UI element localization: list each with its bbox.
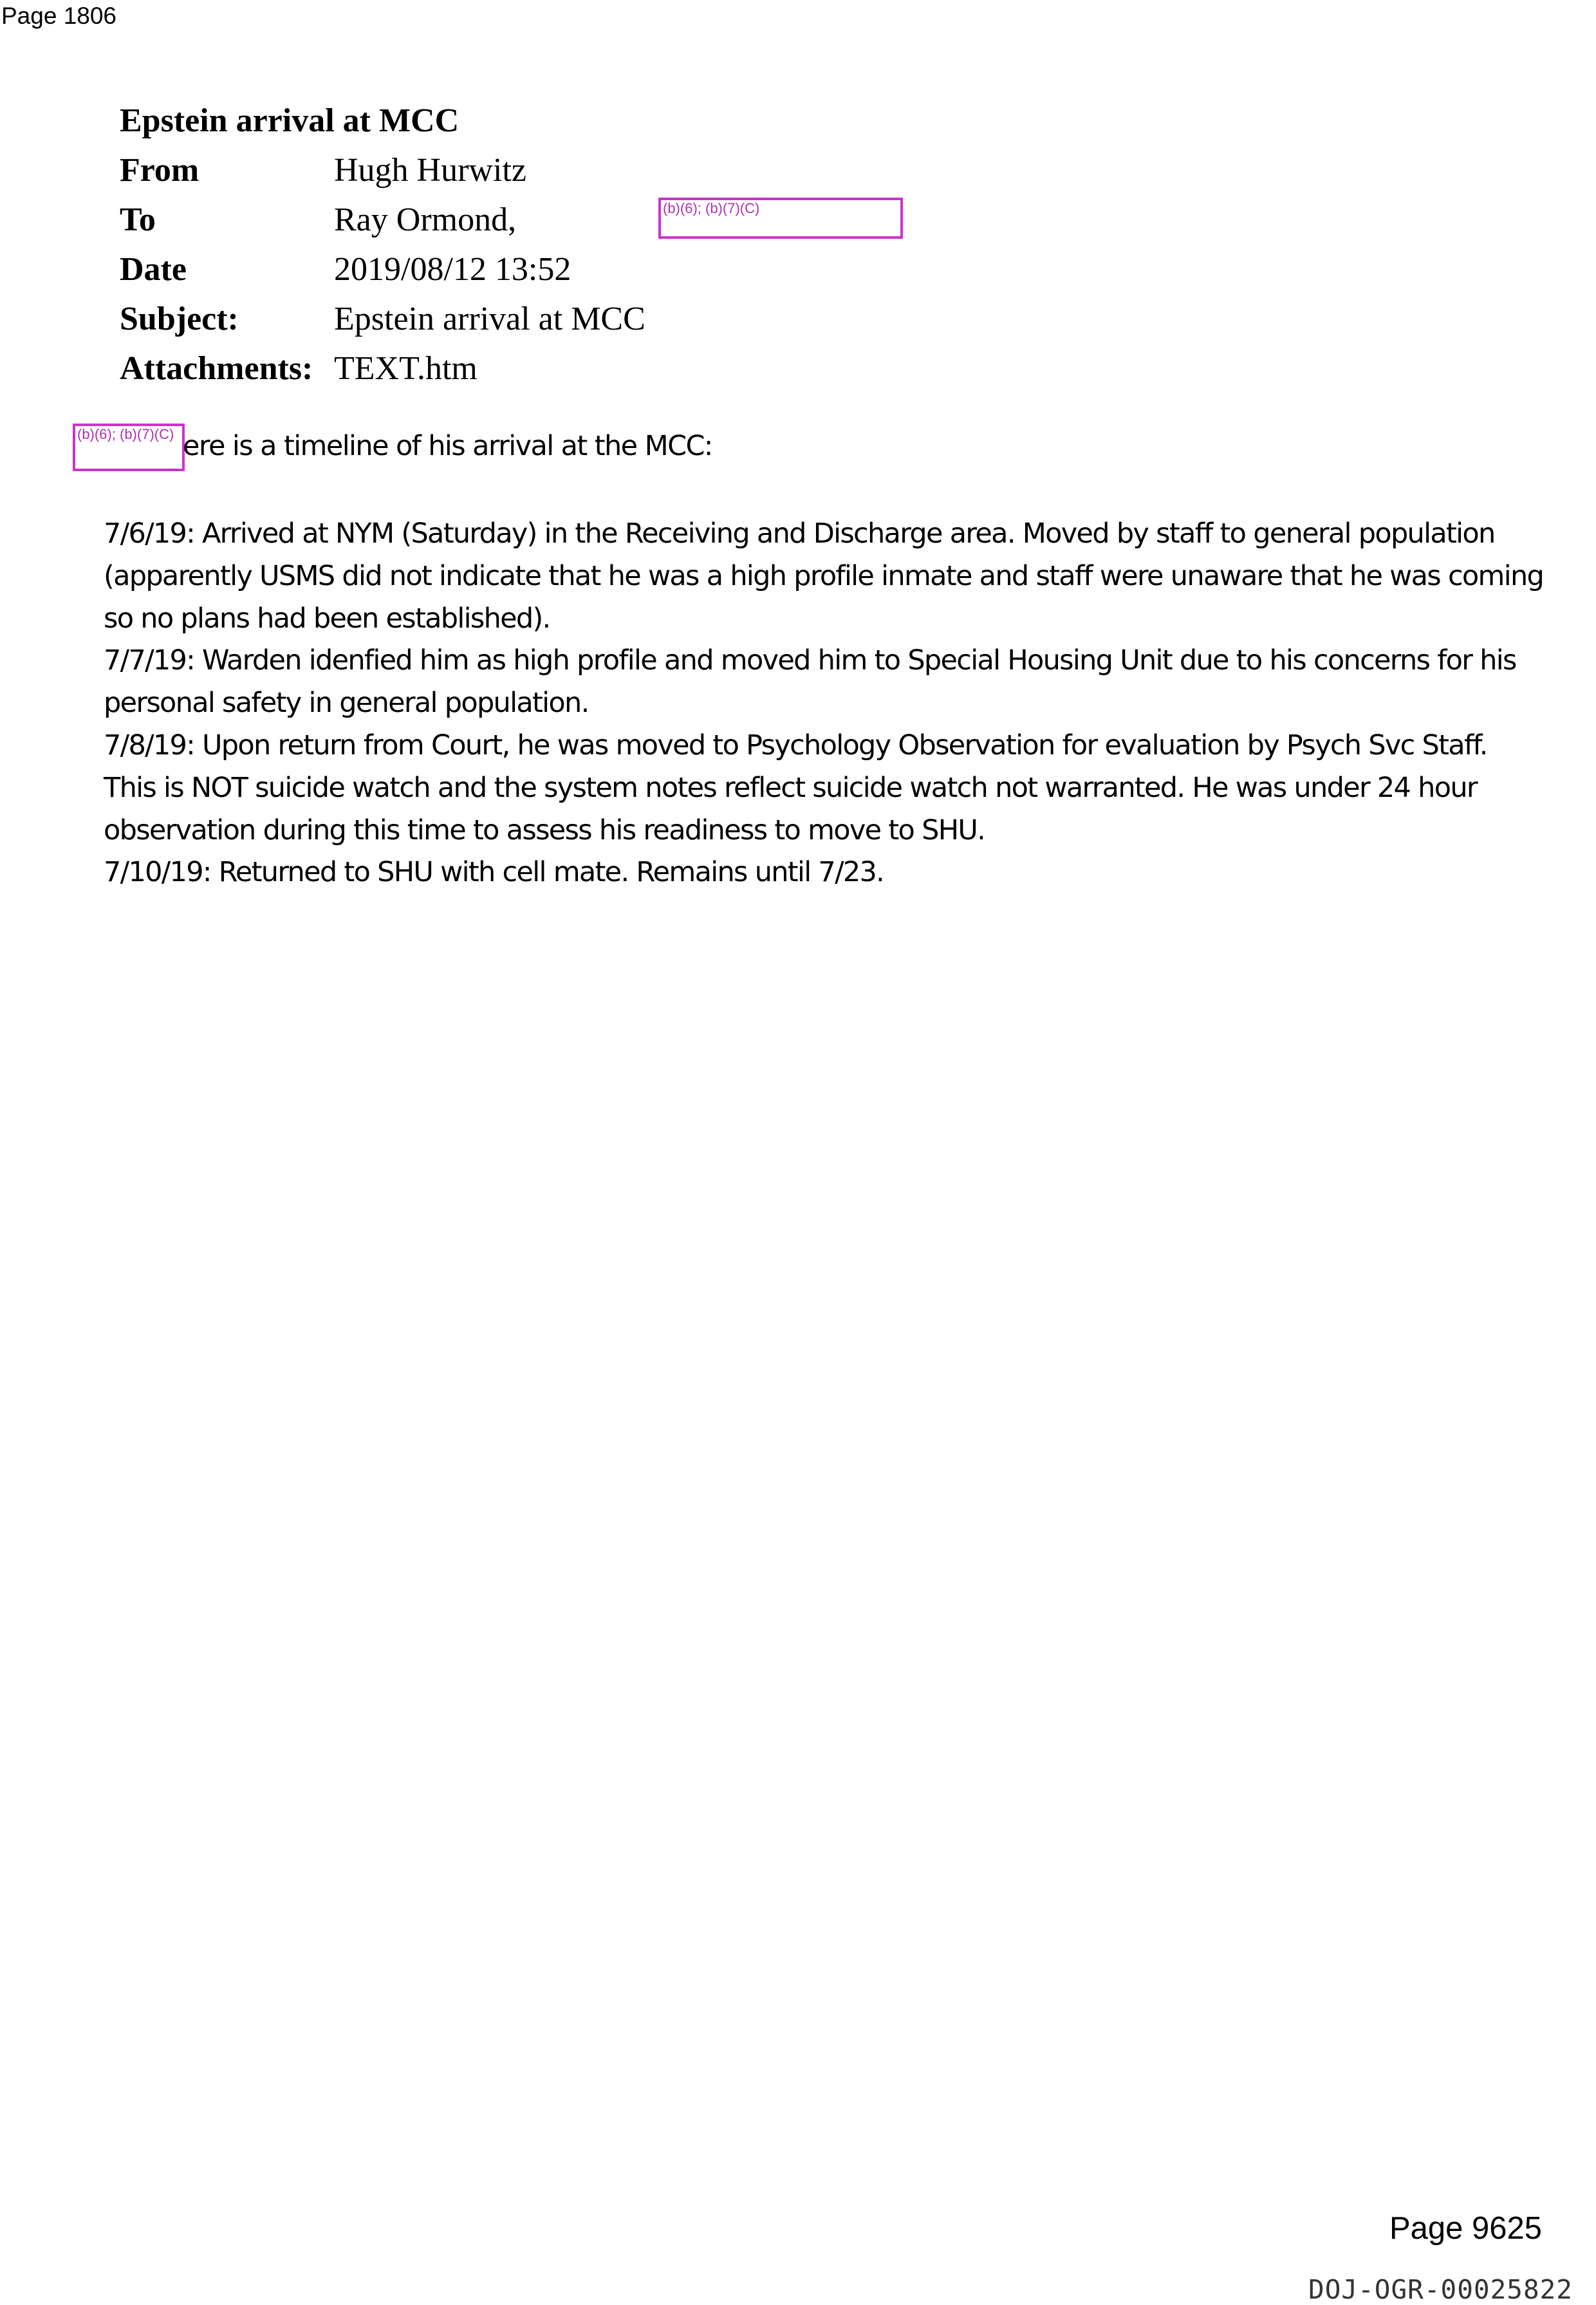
page-label: Page 1806 — [1, 3, 117, 29]
to-row — [120, 200, 517, 249]
intro-text: ere is a timeline of his arrival at the MCC: — [183, 430, 712, 462]
email-title: Epstein arrival at MCC — [120, 102, 459, 139]
redaction-code-to: (b)(6); (b)(7)(C) — [663, 200, 760, 216]
attachments-value: TEXT.htm — [334, 350, 478, 387]
date-label: Date — [120, 251, 187, 288]
timeline-entry: 7/8/19: Upon return from Court, he was moved to Psychology Observation for evaluation by Psych Svc Staff. This is NOT suicide watch and the system notes reflect suicide watch not warranted. He was under 24 hour observation during this time to assess his readiness to move to SHU. — [104, 729, 1487, 846]
timeline-entry: 7/7/19: Warden idenfied him as high profile and moved him to Special Housing Unit due to his concerns for his personal safety in general population. — [104, 644, 1516, 720]
email-header — [120, 100, 760, 398]
subject-label: Subject: — [120, 301, 239, 337]
from-row — [120, 150, 526, 200]
date-value: 2019/08/12 13:52 — [334, 251, 571, 288]
subject-value: Epstein arrival at MCC — [334, 301, 645, 337]
attachments-row — [120, 348, 478, 398]
timeline-entry: 7/10/19: Returned to SHU with cell mate. Remains until 7/23. — [104, 856, 884, 889]
to-label: To — [120, 201, 156, 238]
date-row — [120, 249, 571, 299]
redaction-code-intro: (b)(6); (b)(7)(C) — [77, 426, 174, 442]
to-value: Ray Ormond, — [334, 201, 517, 238]
redaction-box-to — [658, 198, 903, 239]
redaction-box-intro — [73, 424, 185, 471]
attachments-label: Attachments: — [120, 350, 313, 387]
from-label: From — [120, 152, 200, 189]
subject-row — [120, 299, 645, 348]
bates-number: DOJ-OGR-00025822 — [1308, 2274, 1573, 2305]
timeline-entry: 7/6/19: Arrived at NYM (Saturday) in the Receiving and Discharge area. Moved by staff to general population (apparently USMS did not indicate that he was a high profile inmate and staff were unaware that he was coming so no plans had been established). — [104, 518, 1544, 635]
footer-page-number: Page 9625 — [1389, 2211, 1542, 2246]
timeline — [104, 513, 1545, 894]
from-value: Hugh Hurwitz — [334, 152, 526, 189]
